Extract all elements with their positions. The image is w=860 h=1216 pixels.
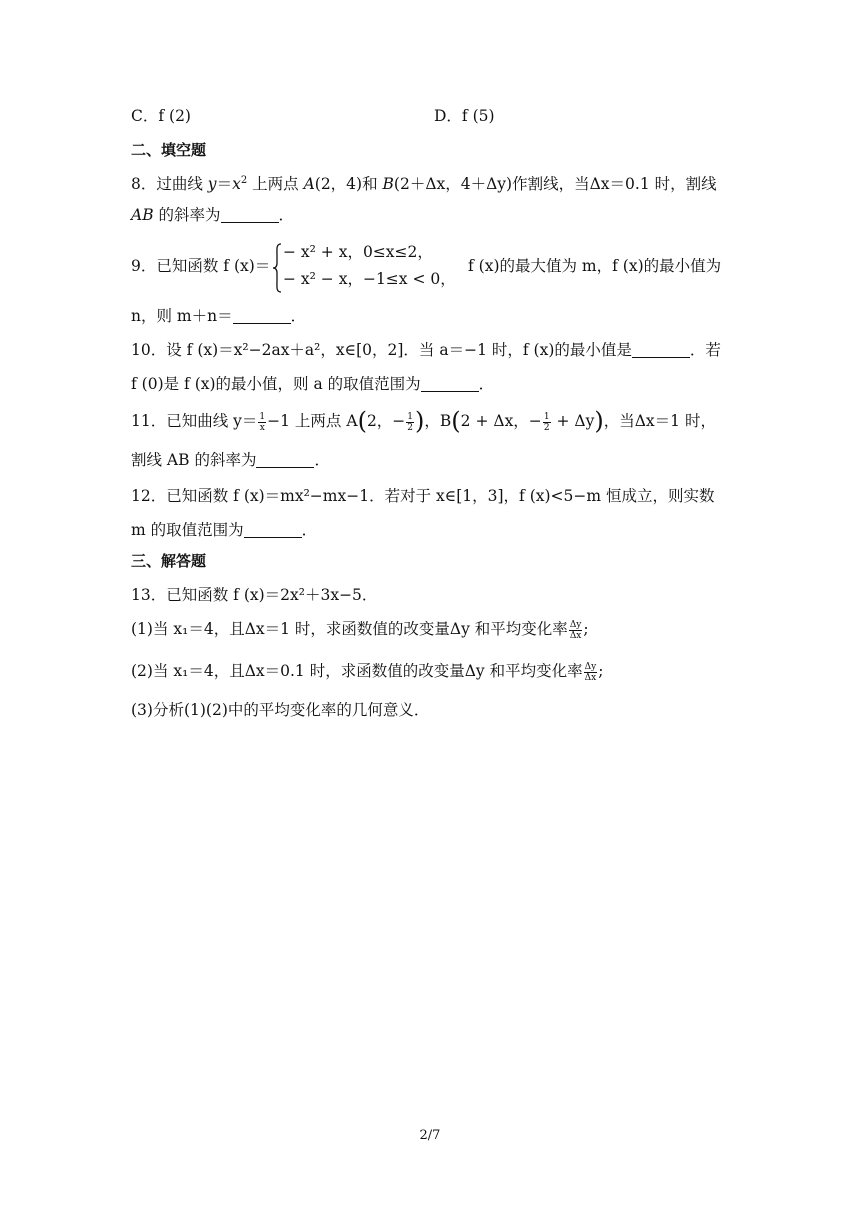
fraction-dy-dx: $\frac{\Delta y}{\Delta x}$: [569, 619, 582, 641]
option-c: C．f (2): [131, 107, 191, 125]
question-13-part-3: (3)分析(1)(2)中的平均变化率的几何意义．: [131, 701, 430, 719]
section-heading-solve: 三、解答题: [131, 552, 207, 570]
question-12-line-1: 12．已知函数 f (x)＝mx²−mx−1．若对于 x∈[1，3]，f (x)<5−m 恒成立，则实数: [131, 487, 715, 505]
fraction-dy-dx: $\frac{\Delta y}{\Delta x}$: [584, 661, 597, 683]
question-13-stem: 13．已知函数 f (x)＝2x²＋3x−5．: [131, 586, 378, 604]
question-12-line-2: m 的取值范围为 ．: [131, 521, 318, 539]
answer-blank[interactable]: [421, 375, 479, 392]
question-11-line-1: 11．已知曲线 y＝ $\frac{1}{x}$ −1 上两点 A(2，− $\frac{1}{2}$ )，B(2 + Δx，− $\frac{1}{2}$ + Δy)，当Δx＝1 时，: [131, 407, 716, 435]
fraction-half: $\frac{1}{2}$: [407, 411, 414, 433]
question-9-prefix: 9．已知函数 f (x)＝: [131, 257, 271, 275]
answer-blank[interactable]: [221, 206, 279, 223]
piecewise-case-2: − x² − x，−1≤x < 0，: [283, 270, 456, 288]
question-10-line-1: 10．设 f (x)＝x²−2ax＋a²，x∈[0，2]．当 a＝−1 时，f (x)的最小值是 ．若: [131, 341, 721, 359]
answer-blank[interactable]: [233, 307, 291, 324]
question-8-line-1: 8．过曲线 $y=x^2$ 上两点 A(2，4)和 B(2＋Δx，4＋Δy)作割线，当Δx＝0.1 时，割线: [131, 175, 717, 193]
fraction-half: $\frac{1}{2}$: [543, 411, 550, 433]
answer-blank[interactable]: [632, 341, 690, 358]
piecewise-case-1: − x² + x，0≤x≤2，: [283, 243, 433, 261]
answer-blank[interactable]: [256, 451, 314, 468]
section-heading-fill-in: 二、填空题: [131, 141, 207, 159]
fraction-one-over-x: $\frac{1}{x}$: [259, 411, 266, 433]
page-number: 2/7: [419, 1128, 441, 1143]
question-9-line-2: n，则 m＋n＝ ．: [131, 307, 307, 325]
question-10-line-2: f (0)是 f (x)的最小值，则 a 的取值范围为 ．: [131, 375, 495, 393]
option-d: D．f (5): [434, 107, 495, 125]
piecewise-brace: [272, 240, 282, 296]
question-11-line-2: 割线 AB 的斜率为 ．: [131, 451, 330, 469]
question-13-part-2: (2)当 x₁＝4，且Δx＝0.1 时，求函数值的改变量Δy 和平均变化率 $\frac{\Delta y}{\Delta x}$ ;: [131, 661, 604, 683]
question-8-line-2: AB 的斜率为 ．: [131, 206, 295, 224]
question-13-part-1: (1)当 x₁＝4，且Δx＝1 时，求函数值的改变量Δy 和平均变化率 $\frac{\Delta y}{\Delta x}$ ;: [131, 619, 589, 641]
question-9-suffix: f (x)的最大值为 m，f (x)的最小值为: [468, 257, 722, 275]
answer-blank[interactable]: [244, 521, 302, 538]
